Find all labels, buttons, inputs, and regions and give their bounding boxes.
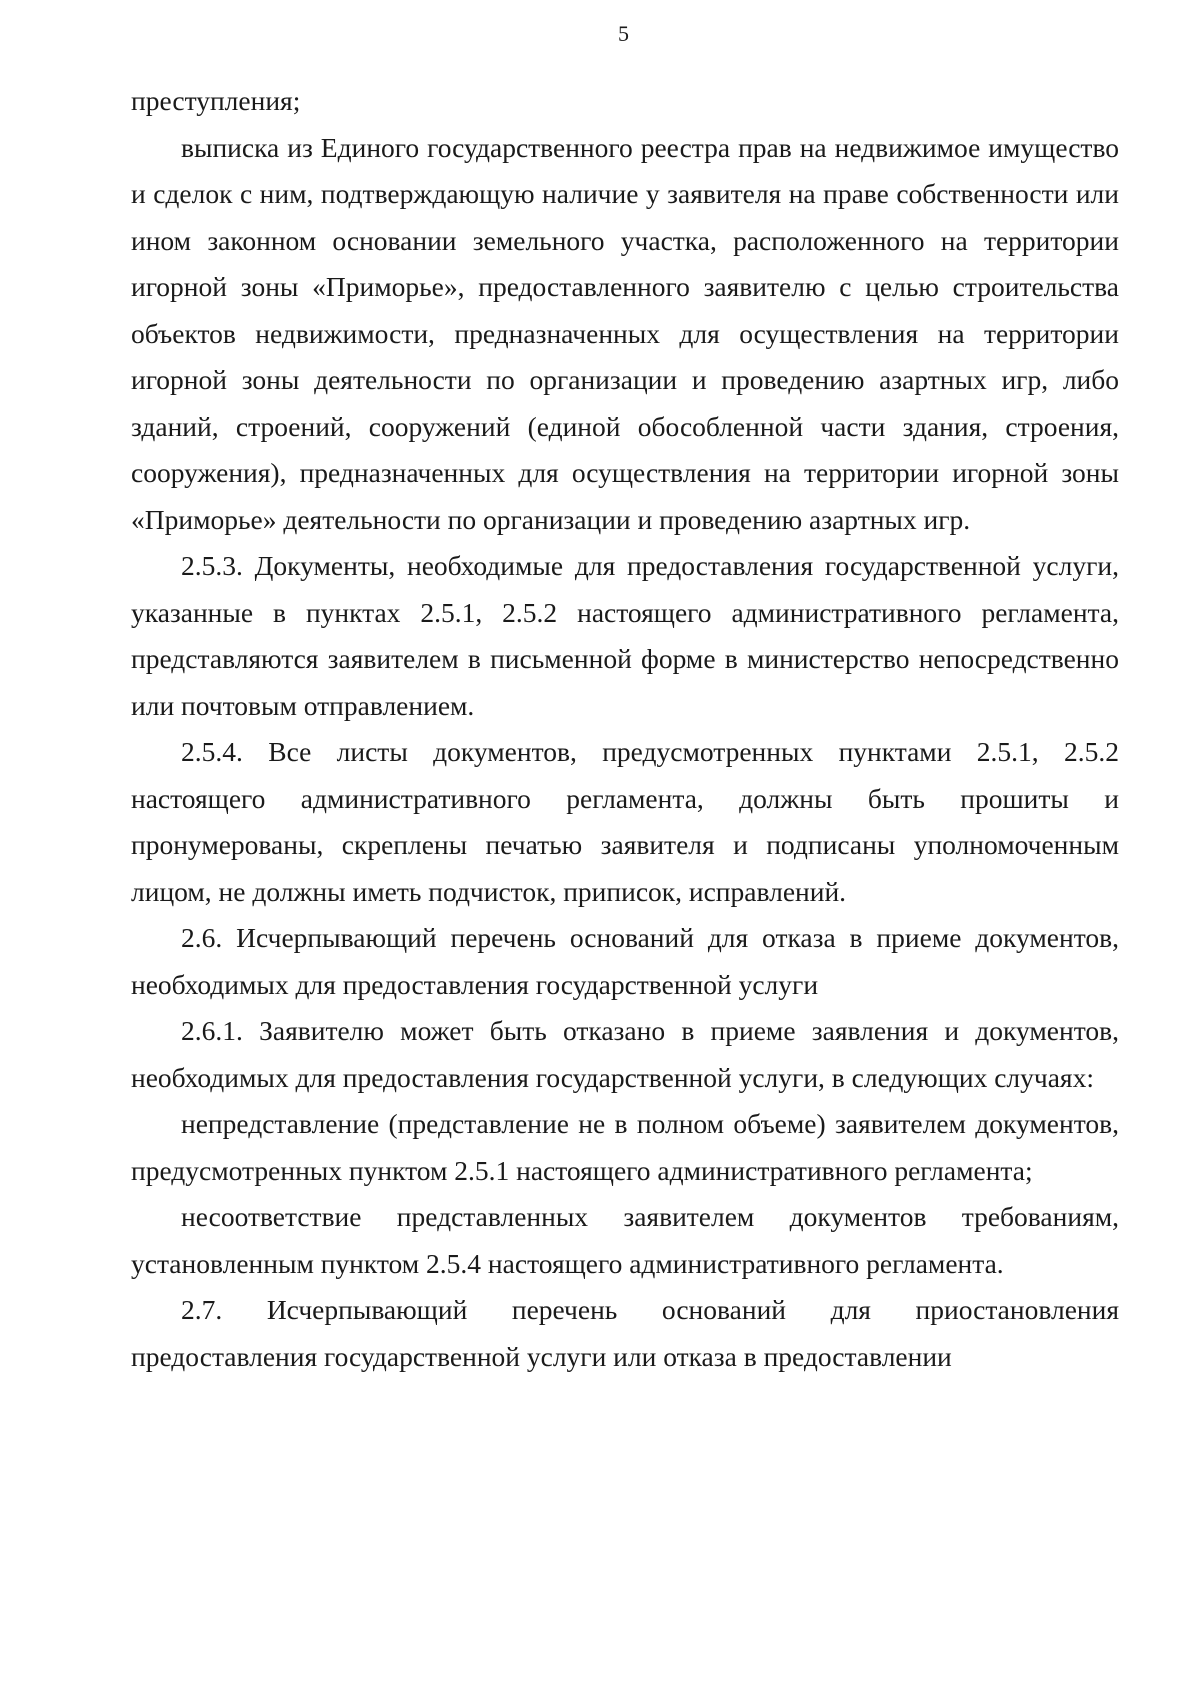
- paragraph-2-5-3: 2.5.3. Документы, необходимые для предоставления государственной услуги, указанные в пунктах 2.5.1, 2.5.2 настоящего административного регламента, представляются заявителем в письменной форме в министерство непосредственно или почтовым отправлением.: [131, 550, 1119, 721]
- paragraph-nonsubmission: непредставление (представление не в полном объеме) заявителем документов, предусмотренных пунктом 2.5.1 настоящего административного регламента;: [131, 1108, 1119, 1186]
- paragraph-2-5-4: 2.5.4. Все листы документов, предусмотренных пунктами 2.5.1, 2.5.2 настоящего административного регламента, должны быть прошиты и пронумерованы, скреплены печатью заявителя и подписаны уполномоченным лицом, не должны иметь подчисток, приписок, исправлений.: [131, 736, 1119, 907]
- paragraph-2-6-1: 2.6.1. Заявителю может быть отказано в приеме заявления и документов, необходимых для предоставления государственной услуги, в следующих случаях:: [131, 1015, 1119, 1093]
- paragraph-2-6-heading: 2.6. Исчерпывающий перечень оснований для отказа в приеме документов, необходимых для предоставления государственной услуги: [131, 922, 1119, 1000]
- paragraph-noncompliance: несоответствие представленных заявителем документов требованиям, установленным пунктом 2.5.4 настоящего административного регламента.: [131, 1201, 1119, 1279]
- document-body: [131, 78, 1119, 1380]
- paragraph-2-7-heading: 2.7. Исчерпывающий перечень оснований для приостановления предоставления государственной услуги или отказа в предоставлении: [131, 1294, 1119, 1372]
- paragraph-registry-extract: выписка из Единого государственного реестра прав на недвижимое имущество и сделок с ним, подтверждающую наличие у заявителя на праве собственности или ином законном основании земельного участка, расположенного на территории игорной зоны «Приморье», предоставленного заявителю с целью строительства объектов недвижимости, предназначенных для осуществления на территории игорной зоны деятельности по организации и проведению азартных игр, либо зданий, строений, сооружений (единой обособленной части здания, строения, сооружения), предназначенных для осуществления на территории игорной зоны «Приморье» деятельности по организации и проведению азартных игр.: [131, 131, 1119, 535]
- page-number: 5: [618, 21, 629, 46]
- paragraph-continuation: преступления;: [131, 85, 301, 116]
